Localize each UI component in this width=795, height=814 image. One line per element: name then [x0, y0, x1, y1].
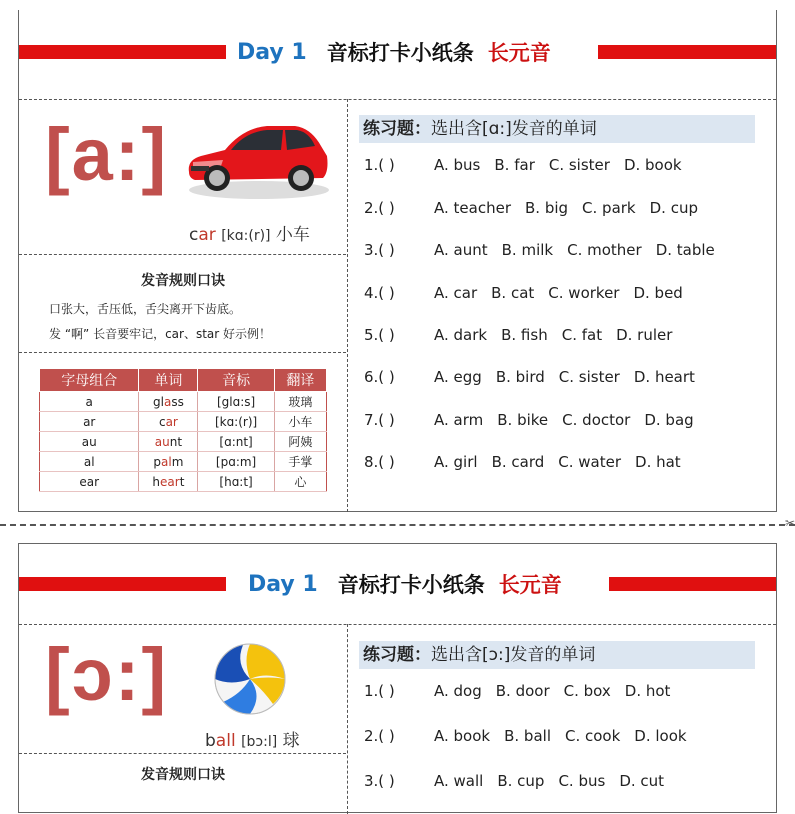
question-3: 3.( ) A. wall B. cup C. bus D. cut: [364, 772, 665, 790]
example-word: ball [bɔ:l] 球: [205, 731, 300, 751]
header-red-bar-left: [19, 577, 226, 591]
section-divider: [19, 352, 346, 353]
cut-line: [0, 524, 795, 526]
column-divider: [347, 624, 348, 814]
phonetic-card-1: [18, 10, 777, 512]
header-title: [237, 22, 551, 82]
table-row: au aunt [ɑ:nt] 阿姨: [40, 432, 327, 452]
table-row: ar car [kɑ:(r)] 小车: [40, 412, 327, 432]
exercise-title: 练习题：选出含[ɔ:]发音的单词: [359, 641, 755, 669]
rules-title: 发音规则口诀: [141, 273, 225, 289]
question-4: 4.( ) A. car B. cat C. worker D. bed: [364, 284, 683, 302]
question-6: 6.( ) A. egg B. bird C. sister D. heart: [364, 368, 695, 386]
scissors-icon: ✂: [784, 516, 795, 530]
question-2: 2.( ) A. book B. ball C. cook D. look: [364, 727, 687, 745]
red-car-icon: [183, 116, 331, 204]
header-translation: 翻译: [274, 369, 326, 392]
title-text: 音标打卡小纸条: [337, 573, 485, 597]
question-8: 8.( ) A. girl B. card C. water D. hat: [364, 453, 681, 471]
header-title: [248, 554, 562, 614]
phonetic-card-2: [18, 543, 777, 813]
header-red-bar-right: [598, 45, 776, 59]
subtitle-text: 长元音: [498, 573, 562, 597]
question-2: 2.( ) A. teacher B. big C. park D. cup: [364, 199, 698, 217]
column-divider: [347, 99, 348, 512]
section-divider: [19, 254, 346, 255]
exercise-title: 练习题：选出含[ɑ:]发音的单词: [359, 115, 755, 143]
card-header: [19, 554, 776, 614]
question-1: 1.( ) A. bus B. far C. sister D. book: [364, 156, 682, 174]
question-5: 5.( ) A. dark B. fish C. fat D. ruler: [364, 326, 673, 344]
header-red-bar-left: [19, 45, 226, 59]
section-divider: [19, 753, 346, 754]
volleyball-icon: [213, 642, 287, 716]
phonetic-table: [39, 368, 327, 492]
card-header: [19, 22, 776, 82]
rules-title: 发音规则口诀: [141, 767, 225, 783]
question-1: 1.( ) A. dog B. door C. box D. hot: [364, 682, 671, 700]
header-red-bar-right: [609, 577, 776, 591]
header-divider: [19, 624, 776, 625]
table-row: al palm [pɑ:m] 手掌: [40, 452, 327, 472]
table-header-row: [40, 369, 327, 392]
example-word: car [kɑ:(r)] 小车: [189, 225, 310, 245]
subtitle-text: 长元音: [487, 41, 551, 65]
table-row: a glass [glɑ:s] 玻璃: [40, 392, 327, 412]
header-combo: 字母组合: [40, 369, 139, 392]
header-ipa: 音标: [198, 369, 274, 392]
table-row: ear heart [hɑ:t] 心: [40, 472, 327, 492]
header-word: 单词: [139, 369, 198, 392]
day-label: Day 1: [248, 571, 318, 597]
rule-line-1: 口张大，舌压低，舌尖离开下齿底。: [49, 302, 242, 316]
rule-line-2: 发 “啊” 长音要牢记，car、star 好示例！: [49, 327, 272, 341]
phonetic-symbol: [a:]: [45, 113, 169, 196]
question-7: 7.( ) A. arm B. bike C. doctor D. bag: [364, 411, 694, 429]
title-text: 音标打卡小纸条: [326, 41, 474, 65]
question-3: 3.( ) A. aunt B. milk C. mother D. table: [364, 241, 715, 259]
phonetic-symbol: [ɔ:]: [45, 633, 169, 716]
day-label: Day 1: [237, 39, 307, 65]
header-divider: [19, 99, 776, 100]
